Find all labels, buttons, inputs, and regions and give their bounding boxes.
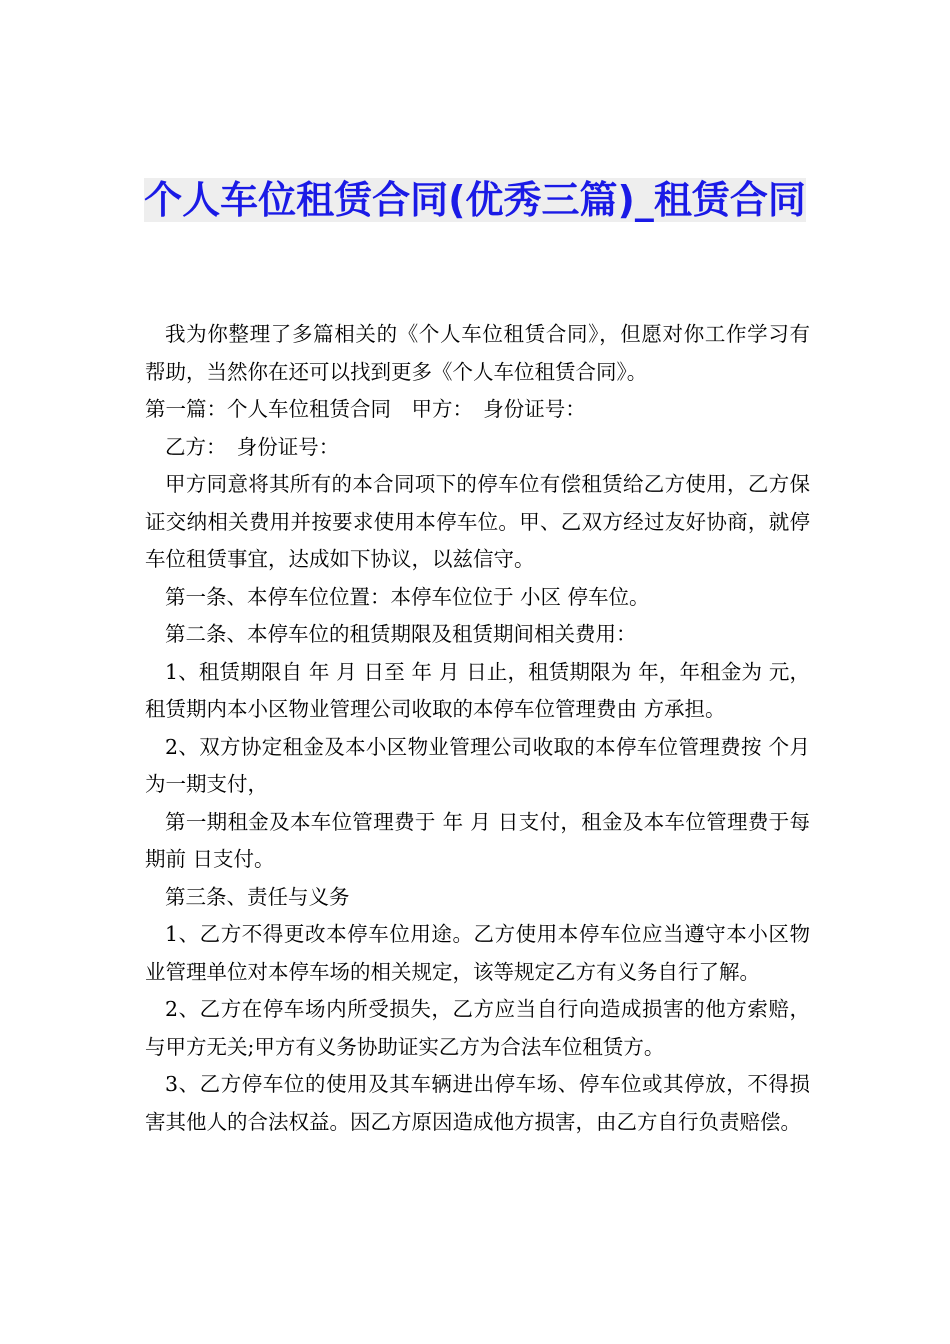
paragraph-article-1: 第一条、本停车位位置：本停车位位于 小区 停车位。	[165, 584, 650, 609]
paragraph-article-3-2: 2、乙方在停车场内所受损失，乙方应当自行向造成损害的他方索赔，与甲方无关;甲方有义务协助证实乙方为合法车位租赁方。	[145, 997, 810, 1059]
document-title-text: 个人车位租赁合同(优秀三篇)_租赁合同	[144, 178, 806, 222]
paragraph-article-3-1: 1、乙方不得更改本停车位用途。乙方使用本停车位应当遵守本小区物业管理单位对本停车场的相关规定，该等规定乙方有义务自行了解。	[145, 922, 810, 984]
paragraph-intro: 我为你整理了多篇相关的《个人车位租赁合同》，但愿对你工作学习有帮助，当然你在还可以找到更多《个人车位租赁合同》。	[145, 322, 810, 384]
paragraph-article-2: 第二条、本停车位的租赁期限及租赁期间相关费用：	[165, 622, 637, 646]
paragraph-first-chapter: 第一篇：个人车位租赁合同 甲方： 身份证号：	[145, 397, 586, 421]
paragraph-article-2-3: 第一期租金及本车位管理费于 年 月 日支付，租金及本车位管理费于每期前 日支付。	[145, 809, 810, 871]
paragraph-article-2-2: 2、双方协定租金及本小区物业管理公司收取的本停车位管理费按 个月为一期支付，	[145, 734, 810, 796]
document-body	[145, 316, 810, 1141]
paragraph-article-3: 第三条、责任与义务	[165, 884, 350, 909]
paragraph-article-3-3: 3、乙方停车位的使用及其车辆进出停车场、停车位或其停放，不得损害其他人的合法权益。因乙方原因造成他方损害，由乙方自行负责赔偿。	[145, 1072, 810, 1134]
paragraph-agreement: 甲方同意将其所有的本合同项下的停车位有偿租赁给乙方使用，乙方保证交纳相关费用并按要求使用本停车位。甲、乙双方经过友好协商，就停车位租赁事宜，达成如下协议，以兹信守。	[145, 472, 810, 571]
document-title	[140, 172, 810, 228]
paragraph-article-2-1: 1、租赁期限自 年 月 日至 年 月 日止，租赁期限为 年，年租金为 元，租赁期内本小区物业管理公司收取的本停车位管理费由 方承担。	[145, 659, 810, 721]
paragraph-party-b: 乙方： 身份证号：	[165, 434, 340, 459]
